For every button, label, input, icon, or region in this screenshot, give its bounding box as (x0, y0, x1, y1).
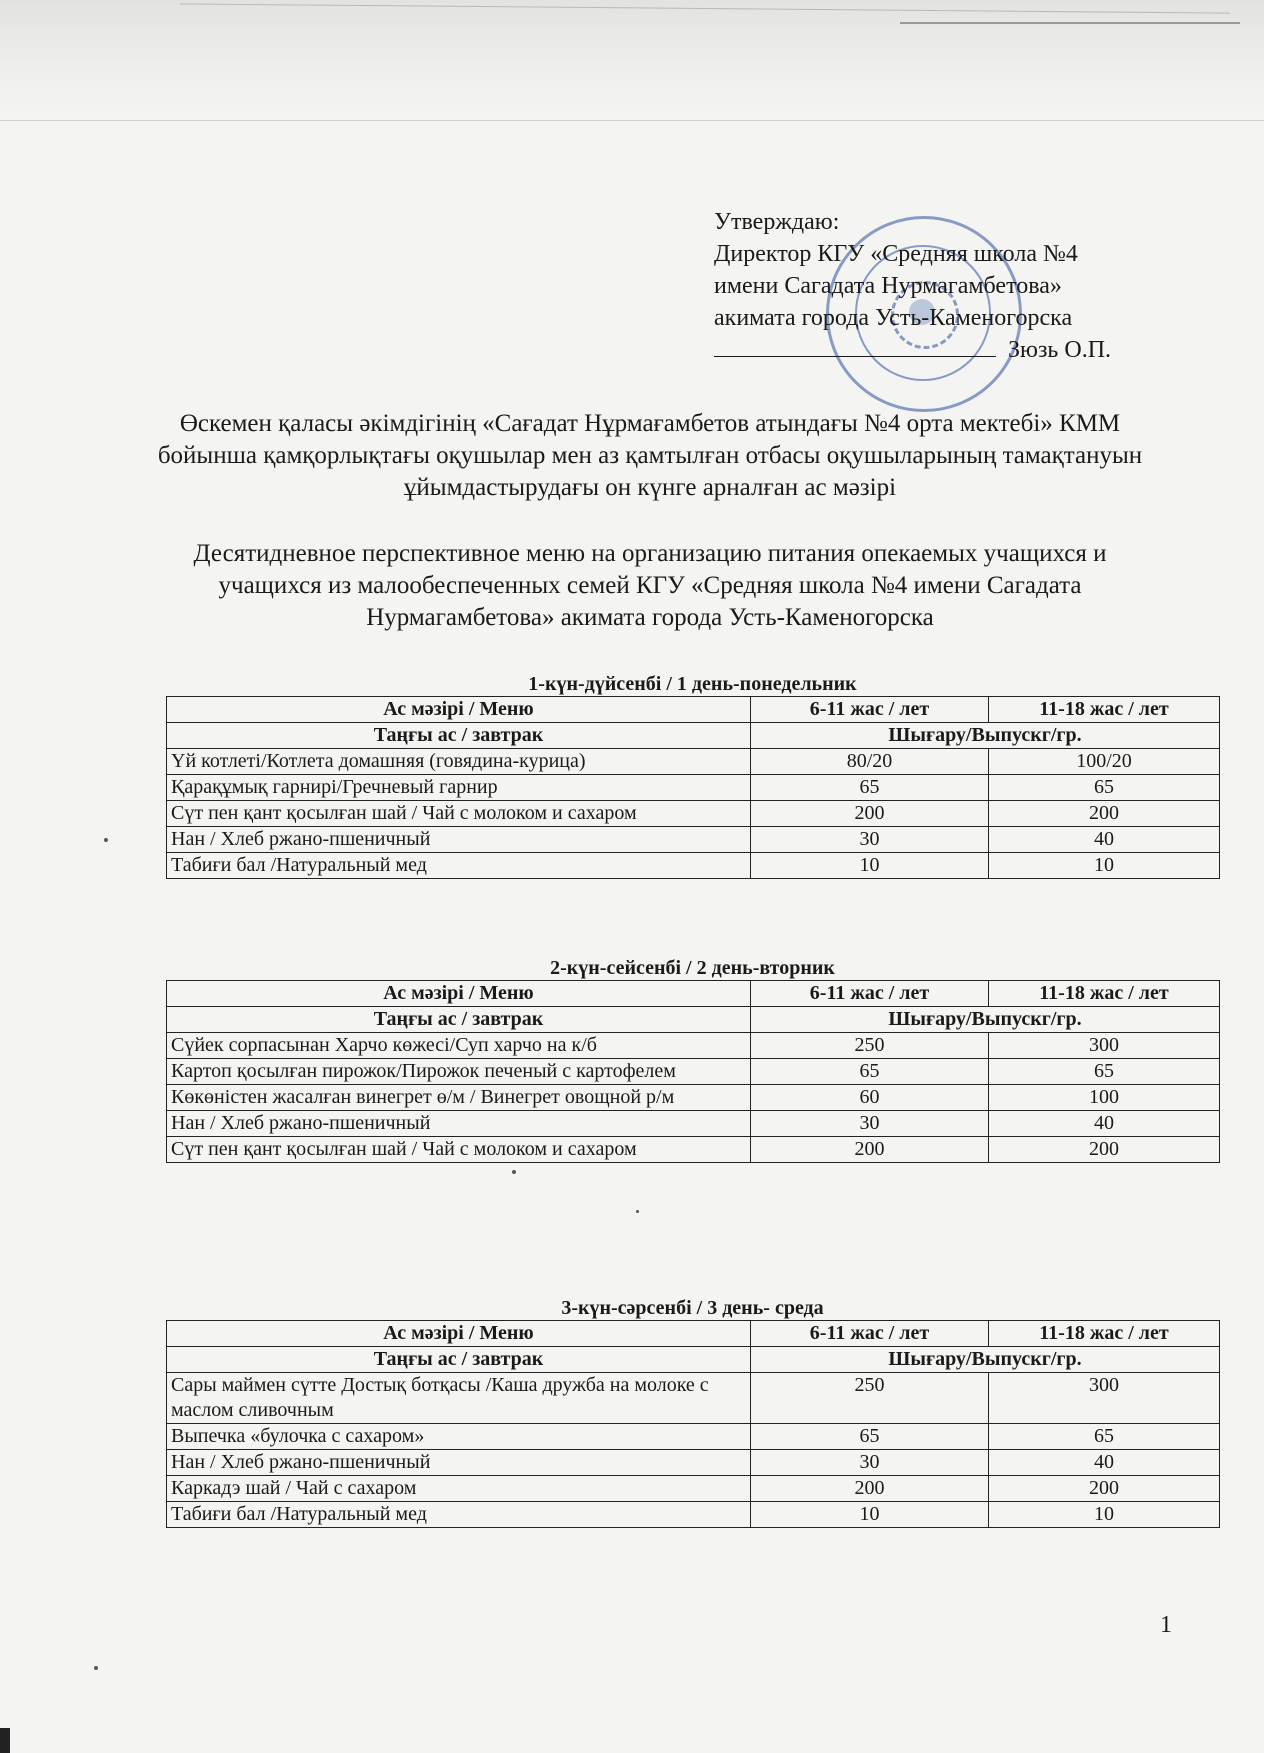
table-row (167, 1033, 1220, 1059)
header-age-11-18: 11-18 жас / лет (989, 1321, 1220, 1347)
document-title-kz: Өскемен қаласы әкімдігінің «Сағадат Нұрмағамбетов атындағы №4 орта мектебі» КММ бойынша қамқорлықтағы оқушылар мен аз қамтылған отбасы оқушыларының тамақтануын ұйымдастырудағы он күнге арналған ас мәзірі (157, 410, 1143, 501)
table-row (167, 1373, 1220, 1424)
day-section (166, 956, 1219, 1163)
portion-11-18: 10 (989, 1502, 1220, 1528)
menu-table (166, 1320, 1220, 1528)
dish-name: Выпечка «булочка с сахаром» (167, 1424, 751, 1450)
dish-name: Сүйек сорпасынан Харчо көжесі/Суп харчо на к/б (167, 1033, 751, 1059)
table-row (167, 1137, 1220, 1163)
portion-11-18: 10 (989, 853, 1220, 879)
portion-11-18: 200 (989, 1476, 1220, 1502)
dish-name: Табиғи бал /Натуральный мед (167, 1502, 751, 1528)
portion-11-18: 65 (989, 1424, 1220, 1450)
subheader-output: Шығару/Выпускг/гр. (751, 1007, 1220, 1033)
dish-name: Сүт пен қант қосылған шай / Чай с молоком и сахаром (167, 1137, 751, 1163)
portion-6-11: 60 (751, 1085, 989, 1111)
header-age-11-18: 11-18 жас / лет (989, 981, 1220, 1007)
portion-6-11: 200 (751, 1476, 989, 1502)
portion-6-11: 200 (751, 1137, 989, 1163)
portion-11-18: 300 (989, 1033, 1220, 1059)
portion-11-18: 100/20 (989, 749, 1220, 775)
dish-name: Нан / Хлеб ржано-пшеничный (167, 1111, 751, 1137)
header-menu: Ас мәзірі / Меню (167, 981, 751, 1007)
table-row (167, 1085, 1220, 1111)
dish-name: Каркадэ шай / Чай с сахаром (167, 1476, 751, 1502)
table-subheader-row (167, 723, 1220, 749)
dish-name: Қарақұмық гарнирі/Гречневый гарнир (167, 775, 751, 801)
table-subheader-row (167, 1007, 1220, 1033)
table-row (167, 775, 1220, 801)
portion-11-18: 100 (989, 1085, 1220, 1111)
portion-6-11: 250 (751, 1373, 989, 1424)
header-age-6-11: 6-11 жас / лет (751, 1321, 989, 1347)
header-age-6-11: 6-11 жас / лет (751, 697, 989, 723)
portion-6-11: 250 (751, 1033, 989, 1059)
portion-11-18: 300 (989, 1373, 1220, 1424)
portion-6-11: 65 (751, 1059, 989, 1085)
page-number: 1 (1160, 1612, 1172, 1638)
table-header-row (167, 697, 1220, 723)
dish-name: Картоп қосылған пирожок/Пирожок печеный с картофелем (167, 1059, 751, 1085)
scan-speck (512, 1170, 516, 1174)
approval-heading: Утверждаю: (714, 209, 840, 235)
portion-11-18: 65 (989, 1059, 1220, 1085)
portion-6-11: 80/20 (751, 749, 989, 775)
menu-table (166, 696, 1220, 879)
portion-11-18: 40 (989, 1450, 1220, 1476)
day-title: 2-күн-сейсенбі / 2 день-вторник (550, 957, 835, 979)
table-row (167, 1111, 1220, 1137)
subheader-output: Шығару/Выпускг/гр. (751, 723, 1220, 749)
dish-name: Үй котлеті/Котлета домашняя (говядина-курица) (167, 749, 751, 775)
portion-11-18: 200 (989, 1137, 1220, 1163)
scan-edge-mark (0, 1728, 10, 1753)
table-row (167, 801, 1220, 827)
dish-name: Нан / Хлеб ржано-пшеничный (167, 1450, 751, 1476)
header-age-6-11: 6-11 жас / лет (751, 981, 989, 1007)
table-row (167, 1424, 1220, 1450)
header-menu: Ас мәзірі / Меню (167, 1321, 751, 1347)
approval-position: Директор КГУ «Средняя школа №4 (714, 241, 1078, 267)
dish-name: Көкөністен жасалған винегрет ө/м / Винегрет овощной р/м (167, 1085, 751, 1111)
table-row (167, 1059, 1220, 1085)
portion-11-18: 40 (989, 827, 1220, 853)
table-header-row (167, 1321, 1220, 1347)
table-row (167, 1476, 1220, 1502)
portion-6-11: 30 (751, 1450, 989, 1476)
header-menu: Ас мәзірі / Меню (167, 697, 751, 723)
approval-signature-row (714, 334, 1234, 366)
scan-speck (94, 1666, 98, 1670)
dish-name: Табиғи бал /Натуральный мед (167, 853, 751, 879)
portion-6-11: 200 (751, 801, 989, 827)
table-row (167, 1502, 1220, 1528)
day-title: 1-күн-дүйсенбі / 1 день-понедельник (528, 673, 857, 695)
dish-name: Нан / Хлеб ржано-пшеничный (167, 827, 751, 853)
document-title-ru: Десятидневное перспективное меню на организацию питания опекаемых учащихся и учащихся из малообеспеченных семей КГУ «Средняя школа №4 имени Сагадата Нурмагамбетова» акимата города Усть-Каменогорска (193, 540, 1107, 631)
day-section (166, 672, 1219, 879)
portion-6-11: 10 (751, 1502, 989, 1528)
day-section (166, 1296, 1219, 1528)
signer-name: Зюзь О.П. (1008, 337, 1112, 363)
table-row (167, 853, 1220, 879)
subheader-meal: Таңғы ас / завтрак (167, 1007, 751, 1033)
portion-11-18: 200 (989, 801, 1220, 827)
portion-6-11: 30 (751, 827, 989, 853)
menu-table (166, 980, 1220, 1163)
scan-artifact-line (900, 22, 1240, 24)
portion-11-18: 65 (989, 775, 1220, 801)
header-age-11-18: 11-18 жас / лет (989, 697, 1220, 723)
approval-school: имени Сагадата Нурмагамбетова» (714, 273, 1062, 299)
subheader-meal: Таңғы ас / завтрак (167, 1347, 751, 1373)
dish-name: Сүт пен қант қосылған шай / Чай с молоком и сахаром (167, 801, 751, 827)
scan-speck (104, 838, 108, 842)
table-row (167, 827, 1220, 853)
portion-11-18: 40 (989, 1111, 1220, 1137)
approval-block (714, 206, 1234, 366)
portion-6-11: 30 (751, 1111, 989, 1137)
day-title: 3-күн-сәрсенбі / 3 день- среда (561, 1297, 824, 1319)
scan-top-edge (0, 0, 1264, 121)
dish-name: Сары маймен сүтте Достық ботқасы /Каша дружба на молоке с маслом сливочным (167, 1373, 751, 1424)
table-row (167, 749, 1220, 775)
portion-6-11: 65 (751, 775, 989, 801)
portion-6-11: 65 (751, 1424, 989, 1450)
table-row (167, 1450, 1220, 1476)
approval-akimat: акимата города Усть-Каменогорска (714, 305, 1073, 331)
scan-artifact-line (180, 3, 1230, 13)
subheader-output: Шығару/Выпускг/гр. (751, 1347, 1220, 1373)
portion-6-11: 10 (751, 853, 989, 879)
table-subheader-row (167, 1347, 1220, 1373)
scan-speck (636, 1210, 639, 1213)
table-header-row (167, 981, 1220, 1007)
subheader-meal: Таңғы ас / завтрак (167, 723, 751, 749)
signature-line (714, 334, 996, 357)
